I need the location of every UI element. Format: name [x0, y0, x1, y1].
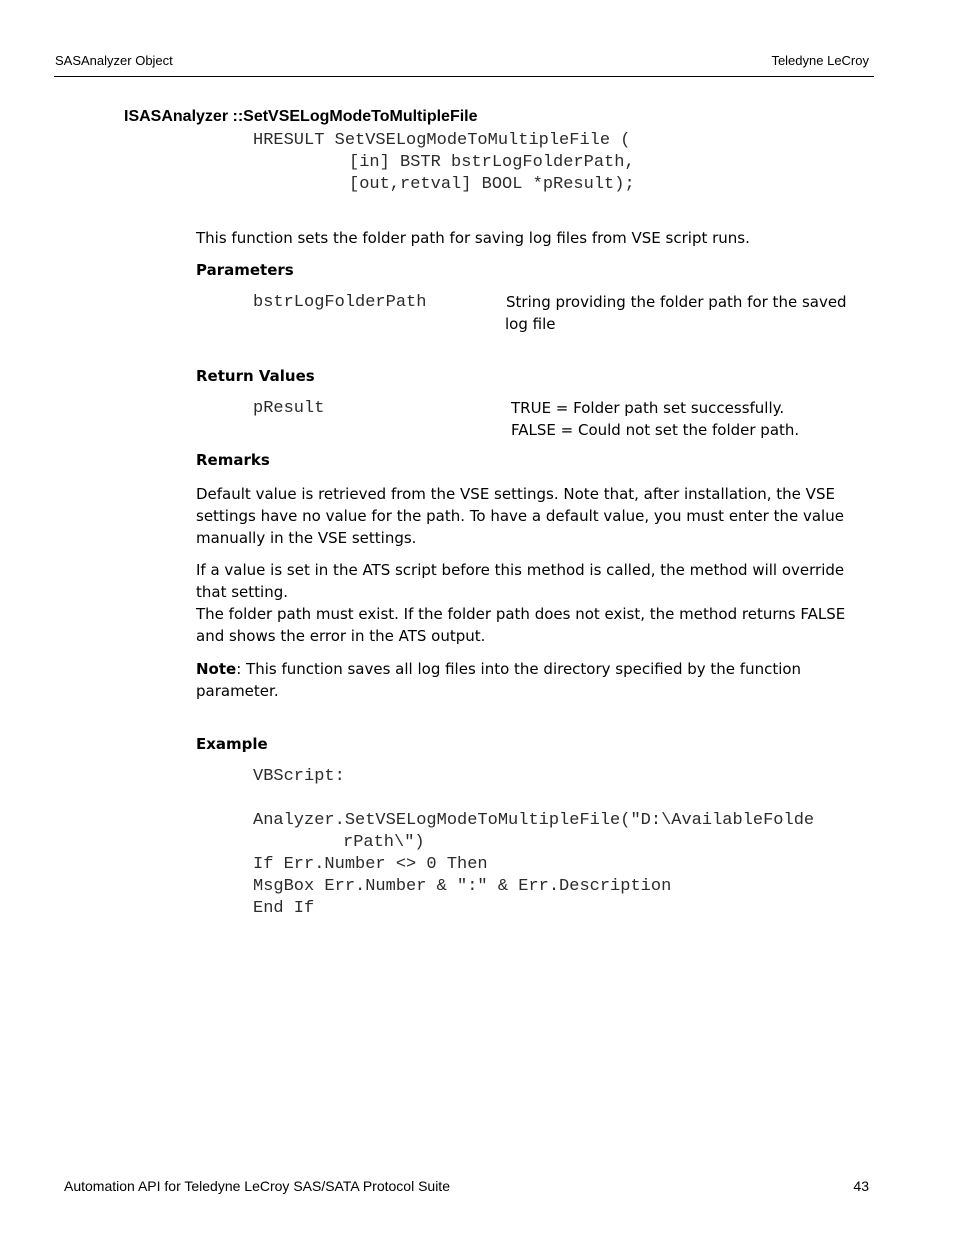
- note-text: : This function saves all log files into the directory specified by the function: [236, 660, 802, 678]
- footer-title: Automation API for Teledyne LeCroy SAS/SATA Protocol Suite: [64, 1178, 450, 1194]
- note-label: Note: [196, 660, 237, 678]
- return-line-2: FALSE = Could not set the folder path.: [511, 421, 800, 439]
- return-name: pResult: [253, 399, 325, 418]
- page-number: 43: [853, 1178, 869, 1194]
- param-desc-line-2: log file: [505, 315, 556, 333]
- note-line-1: [196, 658, 856, 680]
- remarks-p2-line: that setting.: [196, 583, 288, 601]
- remarks-p1-line: Default value is retrieved from the VSE settings. Note that, after installation, the VSE: [196, 485, 835, 503]
- description: This function sets the folder path for saving log files from VSE script runs.: [196, 229, 750, 247]
- remarks-paragraph-1: [196, 483, 856, 549]
- code-line-3: If Err.Number <> 0 Then: [253, 855, 488, 874]
- param-desc-line-1: String providing the folder path for the saved: [506, 293, 847, 311]
- code-line-2: rPath\"): [343, 833, 425, 852]
- signature-line-3: [out,retval] BOOL *pResult);: [349, 175, 635, 194]
- note-paragraph: [196, 658, 856, 702]
- remarks-paragraph-2: [196, 559, 856, 647]
- header-left: SASAnalyzer Object: [55, 53, 173, 68]
- signature-line-1: HRESULT SetVSELogModeToMultipleFile (: [253, 131, 631, 150]
- page-title: ISASAnalyzer ::SetVSELogModeToMultipleFile: [124, 108, 478, 125]
- remarks-heading: Remarks: [196, 451, 270, 469]
- signature-line-2: [in] BSTR bstrLogFolderPath,: [349, 153, 635, 172]
- param-name: bstrLogFolderPath: [253, 293, 427, 312]
- example-heading: Example: [196, 735, 268, 753]
- return-line-1: TRUE = Folder path set successfully.: [511, 399, 785, 417]
- return-values-heading: Return Values: [196, 367, 315, 385]
- remarks-p2-line: and shows the error in the ATS output.: [196, 627, 486, 645]
- remarks-p2-line: The folder path must exist. If the folder path does not exist, the method returns FALSE: [196, 605, 846, 623]
- remarks-p1-line: manually in the VSE settings.: [196, 529, 417, 547]
- parameters-heading: Parameters: [196, 261, 294, 279]
- example-lang: VBScript:: [253, 767, 345, 786]
- code-line-4: MsgBox Err.Number & ":" & Err.Description: [253, 877, 672, 896]
- remarks-p1-line: settings have no value for the path. To have a default value, you must enter the value: [196, 507, 844, 525]
- header-right: Teledyne LeCroy: [771, 53, 869, 68]
- remarks-p2-line: If a value is set in the ATS script before this method is called, the method will override: [196, 561, 845, 579]
- note-line-2: parameter.: [196, 682, 279, 700]
- code-line-1: Analyzer.SetVSELogModeToMultipleFile("D:\AvailableFolde: [253, 811, 815, 830]
- header-rule: [54, 76, 874, 77]
- code-line-5: End If: [253, 899, 315, 918]
